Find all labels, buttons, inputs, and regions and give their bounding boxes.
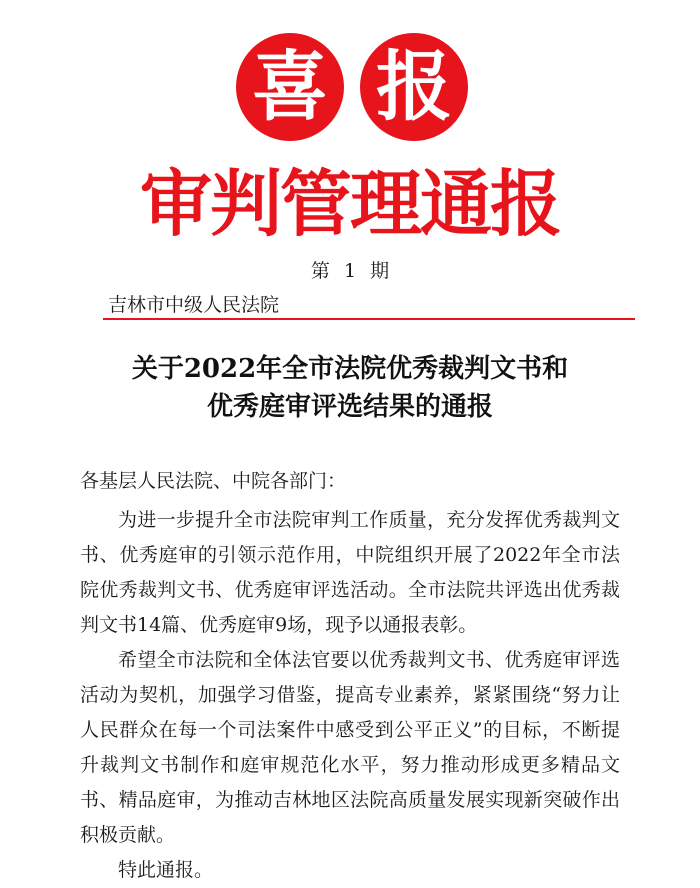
document-title: [0, 350, 700, 426]
salutation: 各基层人民法院、中院各部门：: [80, 470, 347, 492]
red-divider-line: [103, 318, 635, 320]
document-title-line: 关于2022年全市法院优秀裁判文书和: [131, 354, 569, 384]
header-circle-bao: 报: [360, 33, 468, 141]
header-circle-xi: 喜: [236, 33, 344, 141]
closing-line: 特此通报。: [118, 859, 214, 881]
body-paragraph: 希望全市法院和全体法官要以优秀裁判文书、优秀庭审评选活动为契机，加强学习借鉴，提高专业素养，紧紧围绕“努力让人民群众在每一个司法案件中感受到公平正义”的目标，不断提升裁判文书制作和庭审规范化水平，努力推动形成更多精品文书、精品庭审，为推动吉林地区法院高质量发展实现新突破作出积极贡献。: [80, 649, 620, 846]
document-title-line: 优秀庭审评选结果的通报: [206, 392, 493, 422]
document-body: [80, 503, 620, 888]
issue-number: 第 1 期: [310, 260, 390, 282]
header-circles: [0, 33, 700, 143]
body-paragraph: 为进一步提升全市法院审判工作质量，充分发挥优秀裁判文书、优秀庭审的引领示范作用，中院组织开展了2022年全市法院优秀裁判文书、优秀庭审评选活动。全市法院共评选出优秀裁判文书14篇、优秀庭审9场，现予以通报表彰。: [80, 509, 620, 636]
issuing-court: 吉林市中级人民法院: [108, 294, 280, 316]
masthead-title: 审判管理通报: [139, 162, 560, 246]
